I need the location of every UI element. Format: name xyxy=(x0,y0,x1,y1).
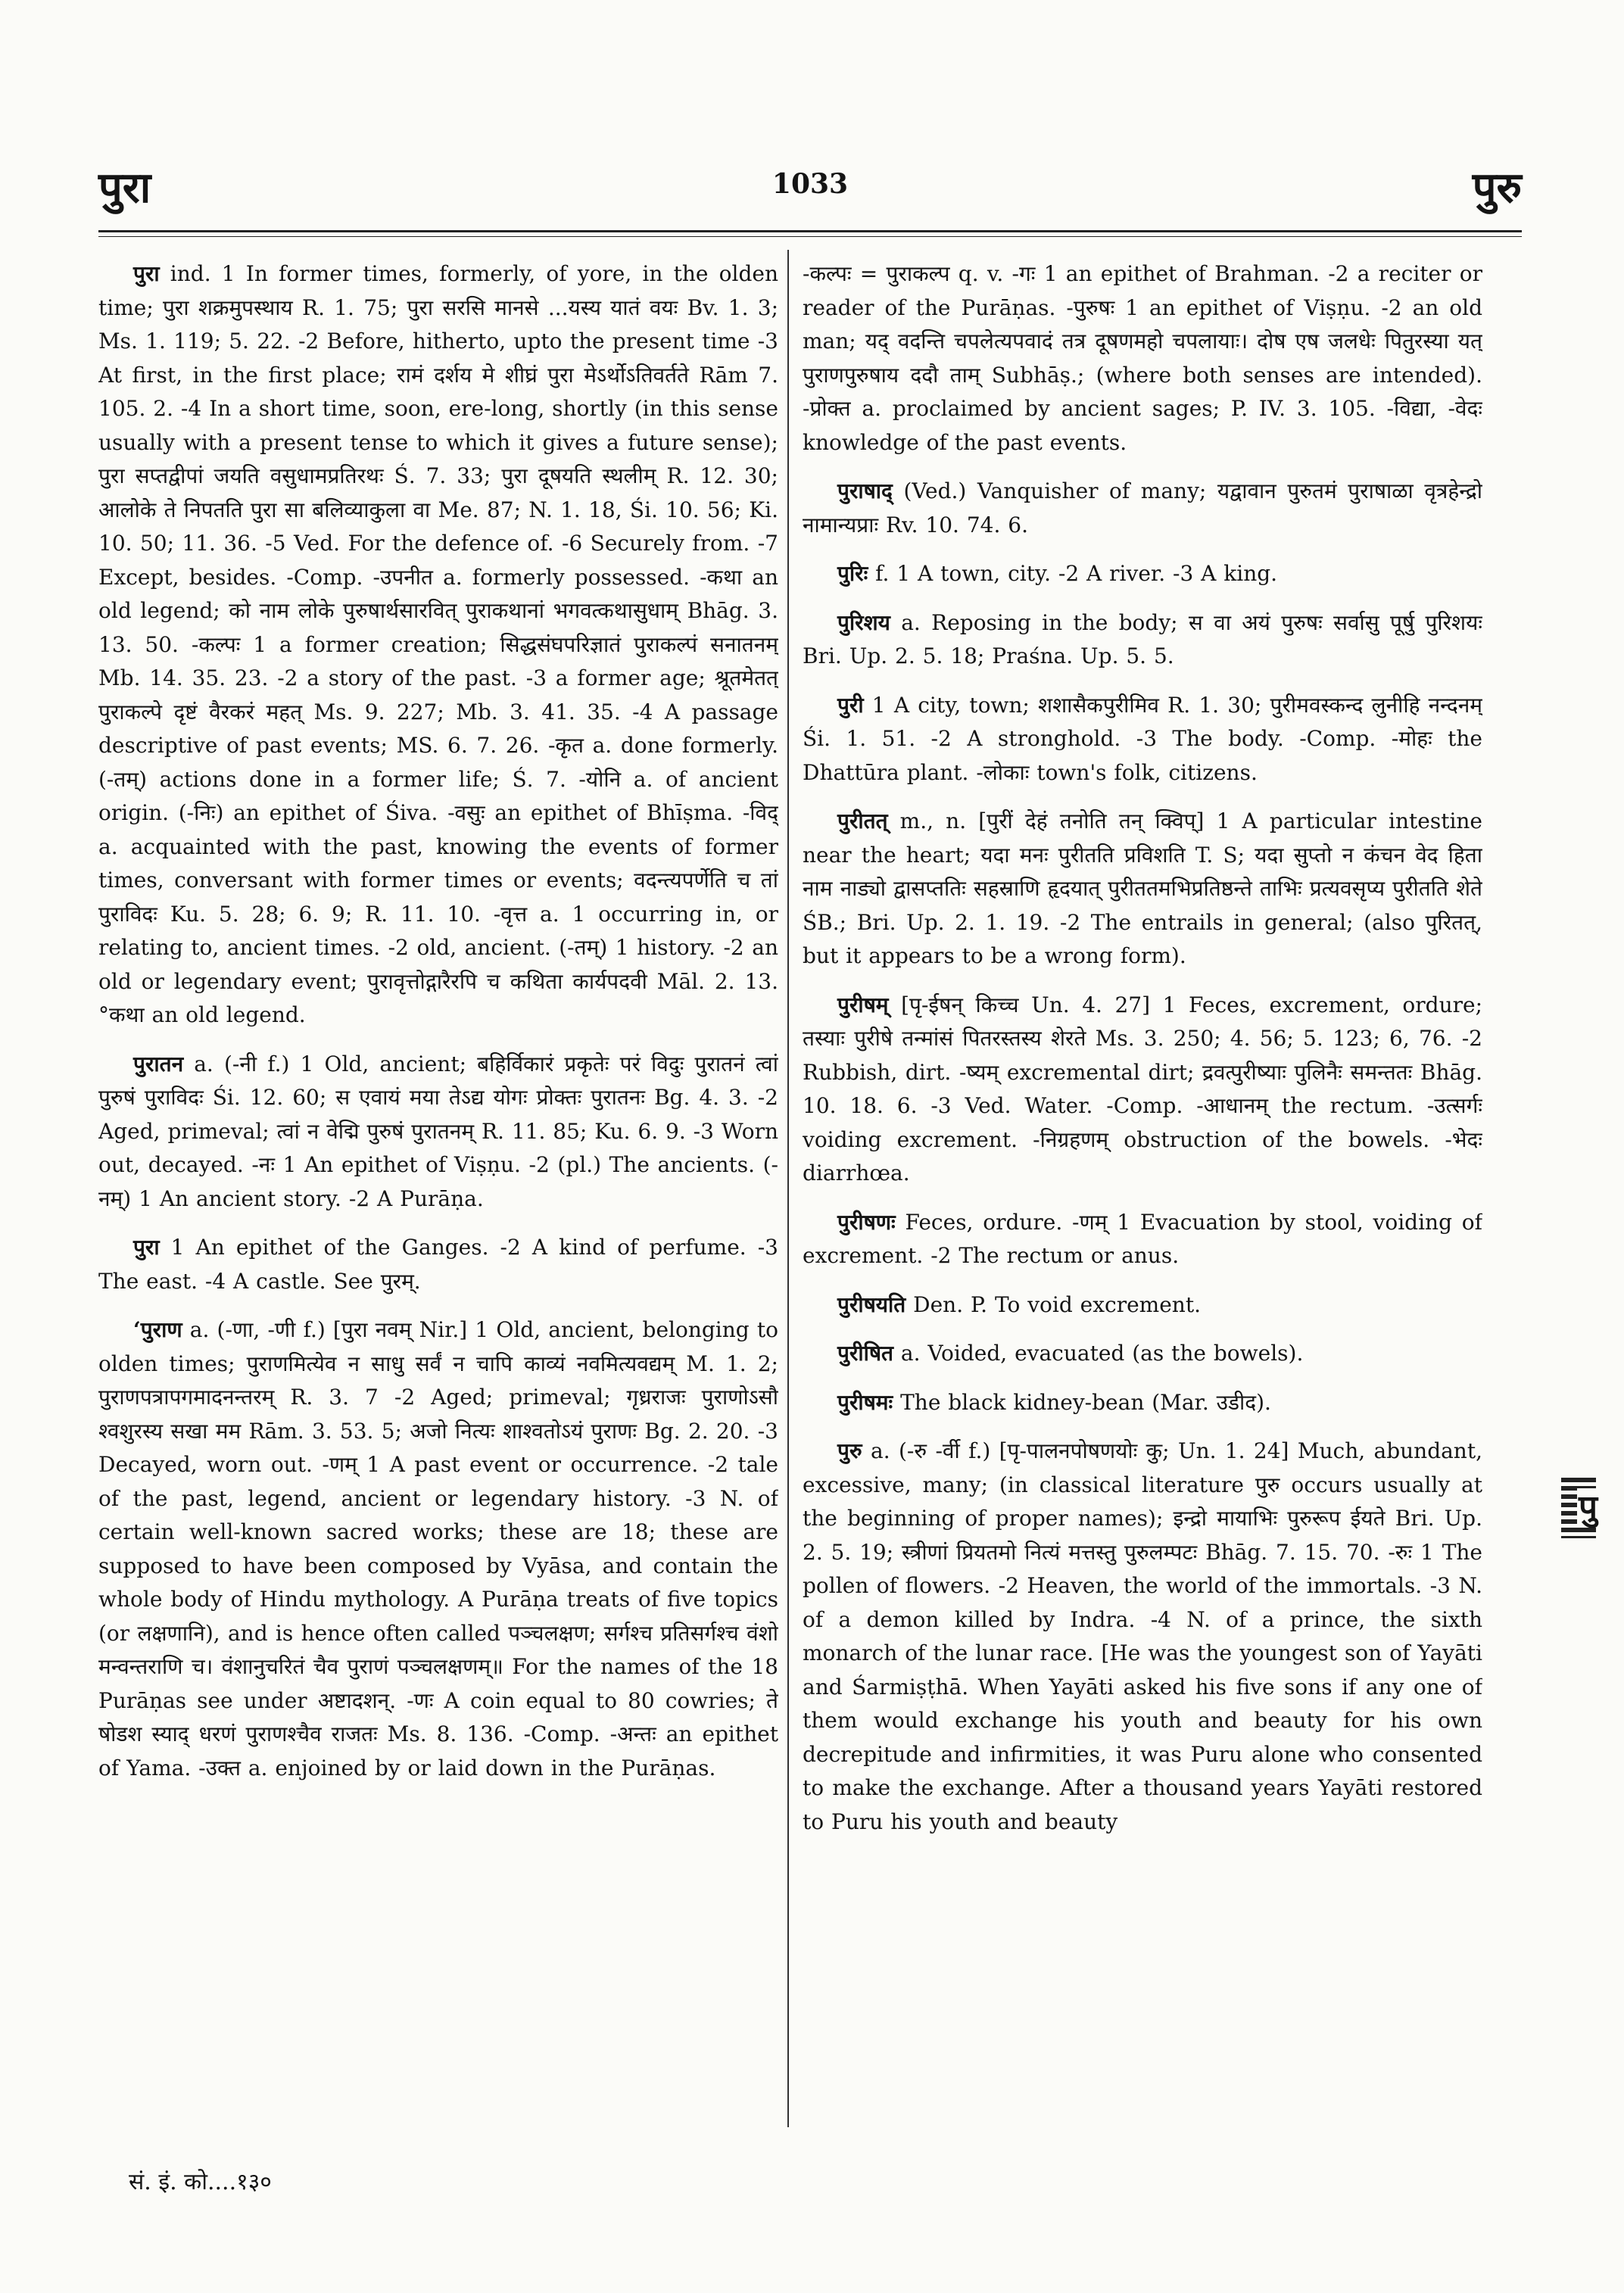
entry-definition: Den. P. To void excrement. xyxy=(906,1291,1201,1317)
dictionary-entry xyxy=(803,1435,1482,1839)
entry-headword: पुरीषित xyxy=(837,1341,894,1366)
entry-headword: पुराषाद् xyxy=(837,478,893,503)
entry-definition: -कल्पः = पुराकल्प q. v. -गः 1 an epithet of Brahman. -2 a reciter or reader of the Purāṇas. -पुरुषः 1 an epithet of Viṣṇu. -2 an old man; यद् वदन्ति चपलेत्यपवादं तत्र दूषणमहो चपलायाः। दोष एष जलधेः पितुरस्या यत् पुराणपुरुषाय ददौ ताम् Subhāṣ.; (where both senses are intended). -प्रोक्त a. proclaimed by ancient sages; P. IV. 3. 105. -विद्या, -वेदः knowledge of the past events. xyxy=(803,261,1482,455)
entry-definition: ind. 1 In former times, formerly, of yore, in the olden time; पुरा शक्रमुपस्थाय R. 1. 75; पुरा सरसि मानसे ...यस्य यातं वयः Bv. 1. 3; Ms. 1. 119; 5. 22. -2 Before, hitherto, upto the present time -3 At first, in the first place; रामं दर्शय मे शीघ्रं पुरा मेऽर्थोऽतिवर्तते Rām 7. 105. 2. -4 In a short time, soon, ere-long, shortly (in this sense usually with a present tense to which it gives a future sense); पुरा सप्तद्वीपां जयति वसुधामप्रतिरथः Ś. 7. 33; पुरा दूषयति स्थलीम् R. 12. 30; आलोके ते निपतति पुरा सा बलिव्याकुला वा Me. 87; N. 1. 18, Śi. 10. 56; Ki. 10. 50; 11. 36. -5 Ved. For the defence of. -6 Securely from. -7 Except, besides. -Comp. -उपनीत a. formerly possessed. -कथा an old legend; को नाम लोके पुरुषार्थसारवित् पुराकथानां भगवत्कथासुधाम् Bhāg. 3. 13. 50. -कल्पः 1 a former creation; सिद्धसंघपरिज्ञातं पुराकल्पं सनातनम् Mb. 14. 35. 23. -2 a story of the past. -3 a former age; श्रूतमेतत् पुराकल्पे दृष्टं वैरकरं महत् Ms. 9. 227; Mb. 3. 41. 35. -4 A passage descriptive of past events; MS. 6. 7. 26. -कृत a. done formerly. (-तम्) actions done in a former life; Ś. 7. -योनि a. of ancient origin. (-निः) an epithet of Śiva. -वसुः an epithet of Bhīṣma. -विद् a. acquainted with the past, knowing the events of former times, conversant with former times or events; वदन्त्यपर्णेति च तां पुराविदः Ku. 5. 28; 6. 9; R. 11. 10. -वृत्त a. 1 occurring in, or relating to, ancient times. -2 old, ancient. (-तम्) 1 history. -2 an old or legendary event; पुरावृत्तोद्गारैरपि च कथिता कार्यपदवी Māl. 2. 13. °कथा an old legend. xyxy=(98,261,778,1027)
entry-headword: पुरिः xyxy=(837,561,868,586)
entry-headword: पुरा xyxy=(133,1235,160,1260)
thumb-index-letter: पु xyxy=(1579,1488,1598,1527)
dictionary-entry xyxy=(803,1337,1482,1371)
thumb-index-tab xyxy=(1561,1478,1596,1538)
dictionary-entry-continued xyxy=(803,257,1482,460)
page-footer-signature: सं. इं. को....१३० xyxy=(129,2169,272,2195)
dictionary-entry xyxy=(803,1206,1482,1273)
entry-headword: पुरी xyxy=(837,692,864,718)
column-separator xyxy=(787,250,789,2127)
entry-definition: a. (-रु -र्वी f.) [पृ-पालनपोषणयोः कु; Un. 1. 24] Much, abundant, excessive, many; (in classical literature पुरु occurs usually at the beginning of proper names); इन्द्रो मायाभिः पुरुरूप ईयते Bri. Up. 2. 5. 19; स्त्रीणां प्रियतमो नित्यं मत्तस्तु पुरुलम्पटः Bhāg. 7. 15. 70. -रुः 1 The pollen of flowers. -2 Heaven, the world of the immortals. -3 N. of a demon killed by Indra. -4 N. of a prince, the sixth monarch of the lunar race. [He was the youngest son of Yayāti and Śarmiṣṭhā. When Yayāti asked his five sons if any one of them would exchange his youth and beauty for his own decrepitude and infirmities, it was Puru alone who consented to make the exchange. After a thousand years Yayāti restored to Puru his youth and beauty xyxy=(803,1438,1482,1834)
dictionary-entry xyxy=(98,1313,778,1785)
entry-headword: पुरीषम् xyxy=(837,992,889,1017)
dictionary-entry xyxy=(803,1386,1482,1420)
entry-headword: पुरिशय xyxy=(837,609,890,635)
running-headword-left: पुरा xyxy=(98,163,151,213)
entry-headword: पुरु xyxy=(837,1438,862,1463)
entry-definition: (Ved.) Vanquisher of many; यद्वावान पुरुतमं पुराषाळा वृत्रहेन्द्रो नामान्यप्राः Rv. 10. 74. 6. xyxy=(803,478,1482,537)
entry-definition: a. (-णा, -णी f.) [पुरा नवम् Nir.] 1 Old, ancient, belonging to olden times; पुराणमित्येव न साधु सर्वं न चापि काव्यं नवमित्यवद्यम् M. 1. 2; पुराणपत्रापगमादनन्तरम् R. 3. 7 -2 Aged; primeval; गृध्रराजः पुराणोऽसौ श्वशुरस्य सखा मम Rām. 3. 53. 5; अजो नित्यः शाश्वतोऽयं पुराणः Bg. 2. 20. -3 Decayed, worn out. -णम् 1 A past event or occurrence. -2 tale of the past, legend, ancient or legendary history. -3 N. of certain well-known sacred works; these are 18; these are supposed to have been composed by Vyāsa, and contain the whole body of Hindu mythology. A Purāṇa treats of five topics (or लक्षणानि), and is hence often called पञ्चलक्षण; सर्गश्च प्रतिसर्गश्च वंशो मन्वन्तराणि च। वंशानुचरितं चैव पुराणं पञ्चलक्षणम्॥ For the names of the 18 Purāṇas see under अष्टादशन्. -णः A coin equal to 80 cowries; ते षोडश स्याद् धरणं पुराणश्चैव राजतः Ms. 8. 136. -Comp. -अन्तः an epithet of Yama. -उक्त a. enjoined by or laid down in the Purāṇas. xyxy=(98,1317,778,1781)
dictionary-entry xyxy=(803,606,1482,674)
entry-headword: पुरीषणः xyxy=(837,1209,896,1235)
entry-headword: पुरातन xyxy=(133,1051,184,1076)
dictionary-entry xyxy=(98,257,778,1033)
entry-headword: पुरीषमः xyxy=(837,1389,893,1415)
entry-definition: [पृ-ईषन् किच्च Un. 4. 27] 1 Feces, excrement, ordure; तस्याः पुरीषे तन्मांसं पितरस्तस्य शेरते Ms. 3. 250; 4. 56; 5. 123; 6, 76. -2 Rubbish, dirt. -ष्यम् excremental dirt; द्रवत्पुरीष्याः पुलिनैः समन्ततः Bhāg. 10. 18. 6. -3 Ved. Water. -Comp. -आधानम् the rectum. -उत्सर्गः voiding excrement. -निग्रहणम् obstruction of the bowels. -भेदः diarrhœa. xyxy=(803,992,1482,1185)
entry-definition: The black kidney-bean (Mar. उडीद). xyxy=(893,1389,1271,1415)
dictionary-entry xyxy=(803,475,1482,542)
dictionary-entry xyxy=(98,1231,778,1298)
running-headword-right: पुरु xyxy=(1472,163,1522,213)
header-rule-thick xyxy=(98,230,1522,232)
entry-definition: f. 1 A town, city. -2 A river. -3 A king. xyxy=(868,561,1278,586)
entry-definition: m., n. [पुरीं देहं तनोति तन् क्विप्] 1 A particular intestine near the heart; यदा मनः पुरीतति प्रविशति T. S; यदा सुप्तो न कंचन वेद हिता नाम नाड्यो द्वासप्ततिः सहस्राणि हृदयात् पुरीततमभिप्रतिष्ठन्ते ताभिः प्रत्यवसृप्य पुरीतति शेते ŚB.; Bri. Up. 2. 1. 19. -2 The entrails in general; (also पुरितत्, but it appears to be a wrong form). xyxy=(803,808,1482,968)
entry-headword: पुरा xyxy=(133,261,160,286)
page-number: 1033 xyxy=(771,168,849,200)
entry-definition: a. (-नी f.) 1 Old, ancient; बहिर्विकारं प्रकृतेः परं विदुः पुरातनं त्वां पुरुषं पुराविदः Śi. 12. 60; स एवायं मया तेऽद्य योगः प्रोक्तः पुरातनः Bg. 4. 3. -2 Aged, primeval; त्वां न वेद्मि पुरुषं पुरातनम् R. 11. 85; Ku. 6. 9. -3 Worn out, decayed. -नः 1 An epithet of Viṣṇu. -2 (pl.) The ancients. (-नम्) 1 An ancient story. -2 A Purāṇa. xyxy=(98,1051,778,1211)
dictionary-entry xyxy=(803,805,1482,974)
dictionary-entry xyxy=(803,689,1482,790)
entry-definition: Feces, ordure. -णम् 1 Evacuation by stool, voiding of excrement. -2 The rectum or anus. xyxy=(803,1209,1482,1268)
dictionary-entry xyxy=(98,1048,778,1217)
entry-definition: 1 A city, town; शशासैकपुरीमिव R. 1. 30; पुरीमवस्कन्द लुनीहि नन्दनम् Śi. 1. 51. -2 A stronghold. -3 The body. -Comp. -मोहः the Dhattūra plant. -लोकाः town's folk, citizens. xyxy=(803,692,1482,785)
entry-headword: ‘पुराण xyxy=(133,1317,182,1342)
entry-definition: 1 An epithet of the Ganges. -2 A kind of perfume. -3 The east. -4 A castle. See पुरम्. xyxy=(98,1235,778,1294)
left-column xyxy=(98,257,778,2142)
dictionary-entry xyxy=(803,557,1482,591)
entry-headword: पुरीषयति xyxy=(837,1291,906,1317)
page-header xyxy=(98,157,1522,218)
header-rule-thin xyxy=(98,236,1522,237)
entry-definition: a. Reposing in the body; स वा अयं पुरुषः सर्वासु पूर्षु पुरिशयः Bri. Up. 2. 5. 18; Praśna. Up. 5. 5. xyxy=(803,609,1482,668)
entry-headword: पुरीतत् xyxy=(837,808,888,833)
entry-definition: a. Voided, evacuated (as the bowels). xyxy=(893,1341,1304,1366)
dictionary-entry xyxy=(803,1288,1482,1323)
right-column xyxy=(803,257,1482,2059)
dictionary-entry xyxy=(803,989,1482,1191)
